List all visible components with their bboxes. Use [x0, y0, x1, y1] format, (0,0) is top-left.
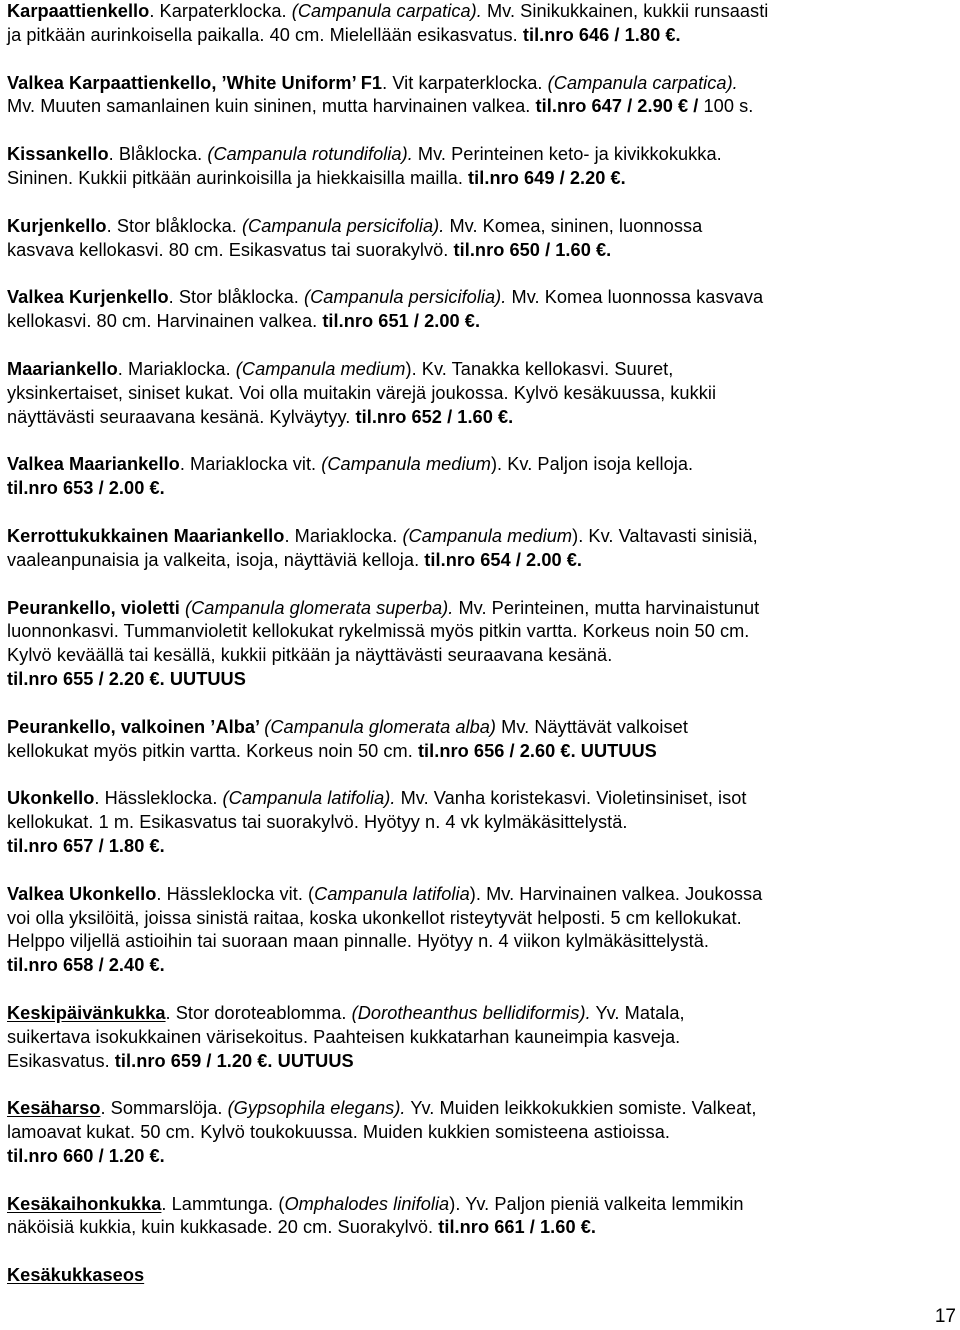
entry-line [7, 1097, 952, 1121]
entry-bold-text: til.nro 651 / 2.00 €. [322, 311, 481, 332]
entry-text: Yv. Matala, [590, 1002, 685, 1023]
entry-text: yksinkertaiset, siniset kukat. Voi olla muitakin värejä joukossa. Kylvö kesäkuussa, kukkii [7, 382, 717, 403]
entry-line [7, 477, 952, 501]
entry-latin-name: Omphalodes linifolia [284, 1193, 450, 1214]
entry-line [7, 382, 952, 406]
entry-text: . Stor blåklocka. [168, 287, 304, 308]
entry-text: Mv. Vanha koristekasvi. Violetinsiniset, isot [395, 788, 747, 809]
entry-latin-name: (Campanula medium [402, 525, 573, 546]
entry-text: suikertava isokukkainen värisekoitus. Paahteisen kukkatarhan kauneimpia kasveja. [7, 1026, 681, 1047]
entry-bold-text: Kesäkukkaseos [7, 1265, 145, 1286]
entry-line [7, 72, 952, 96]
entry-latin-name: (Gypsophila elegans). [227, 1098, 406, 1119]
entry-bold-text: Kissankello [7, 144, 109, 165]
entry-text: näyttävästi seuraavana kesänä. Kylväytyy. [7, 406, 356, 427]
entry-valkea-maariankello [7, 453, 952, 501]
entry-maariankello [7, 358, 952, 429]
entry-text: . Stor blåklocka. [106, 215, 242, 236]
entry-bold-text: til.nro 653 / 2.00 €. [7, 478, 165, 499]
entry-bold-text: til.nro 650 / 1.60 €. [453, 239, 612, 260]
entry-bold-text: Maariankello [7, 358, 118, 379]
entry-line [7, 1121, 952, 1145]
entry-latin-name: Campanula latifolia [314, 883, 470, 904]
entry-latin-name: (Campanula carpatica). [291, 1, 482, 21]
entry-line [7, 310, 952, 334]
entry-text: vaaleanpunaisia ja valkeita, isoja, näyttäviä kelloja. [7, 549, 425, 570]
entry-text: . Hässleklocka vit. ( [156, 883, 315, 904]
entry-line [7, 740, 952, 764]
entry-text: Helppo viljellä astioihin tai suoraan maan pinnalle. Hyötyy n. 4 viikon kylmäkäsittelystä. [7, 931, 710, 952]
entry-bold-text: Kesäharso [7, 1098, 101, 1119]
entry-text: kasvava kellokasvi. 80 cm. Esikasvatus tai suorakylvö. [7, 239, 454, 260]
entry-text: Esikasvatus. [7, 1050, 115, 1071]
entry-text: ). Mv. Harvinainen valkea. Joukossa [469, 883, 763, 904]
entry-bold-text: Kesäkaihonkukka [7, 1193, 162, 1214]
entry-line [7, 453, 952, 477]
entry-karpaattienkello [7, 0, 952, 48]
entry-text: . Karpaterklocka. [149, 1, 292, 21]
entry-text: ja pitkään aurinkoisella paikalla. 40 cm. Mielellään esikasvatus. [7, 24, 523, 45]
entry-line [7, 1026, 952, 1050]
entry-latin-name: (Campanula latifolia). [222, 788, 396, 809]
entry-line [7, 143, 952, 167]
entry-line [7, 811, 952, 835]
entry-keskipaivankukka [7, 1002, 952, 1073]
entry-text: Mv. Komea luonnossa kasvava [506, 287, 764, 308]
entry-bold-text: til.nro 655 / 2.20 €. UUTUUS [7, 668, 246, 689]
entry-line [7, 525, 952, 549]
entry-kurjenkello [7, 215, 952, 263]
entry-line [7, 286, 952, 310]
entry-text: ). Yv. Paljon pieniä valkeita lemmikin [449, 1193, 744, 1214]
entry-line [7, 1216, 952, 1240]
entry-text: . Lammtunga. ( [161, 1193, 285, 1214]
entry-bold-text: Peurankello, violetti [7, 597, 185, 618]
entry-text: Yv. Muiden leikkokukkien somiste. Valkeat, [405, 1098, 757, 1119]
entry-bold-text: Valkea Maariankello [7, 454, 180, 475]
entry-bold-text: Kurjenkello [7, 215, 107, 236]
entry-line [7, 1002, 952, 1026]
entry-kesakaihonkukka [7, 1193, 952, 1241]
entry-line [7, 597, 952, 621]
entry-line [7, 167, 952, 191]
entry-text: kellokukat myös pitkin vartta. Korkeus noin 50 cm. [7, 740, 418, 761]
entry-line [7, 549, 952, 573]
entry-kerrottukukkainen-maariankello [7, 525, 952, 573]
entry-latin-name: (Campanula medium [235, 358, 406, 379]
entry-bold-text: til.nro 661 / 1.60 €. [438, 1217, 596, 1238]
entry-line [7, 930, 952, 954]
entry-bold-text: Karpaattienkello [7, 1, 150, 21]
entry-kesakukkaseos [7, 1264, 952, 1288]
entry-text: Mv. Komea, sininen, luonnossa [444, 215, 703, 236]
entry-kesaharso [7, 1097, 952, 1168]
entry-text: 100 s. [703, 96, 754, 117]
entry-latin-name: (Dorotheanthus bellidiformis). [351, 1002, 591, 1023]
entry-text: näköisiä kukkia, kuin kukkasade. 20 cm. Suorakylvö. [7, 1217, 439, 1238]
entry-line [7, 835, 952, 859]
entry-latin-name: (Campanula glomerata superba). [184, 597, 454, 618]
entry-bold-text: Valkea Kurjenkello [7, 287, 169, 308]
entry-line [7, 1193, 952, 1217]
entry-bold-text: til.nro 660 / 1.20 €. [7, 1145, 165, 1166]
entry-text: . Vit karpaterklocka. [382, 72, 548, 93]
entry-line [7, 358, 952, 382]
entry-text: kellokukat. 1 m. Esikasvatus tai suorakylvö. Hyötyy n. 4 vk kylmäkäsittelystä. [7, 812, 628, 833]
page-number: 17 [934, 1306, 956, 1327]
entry-text: Kylvö keväällä tai kesällä, kukkii pitkään ja näyttävästi seuraavana kesänä. [7, 645, 613, 666]
entry-text: kellokasvi. 80 cm. Harvinainen valkea. [7, 311, 323, 332]
entry-bold-text: Keskipäivänkukka [7, 1002, 166, 1023]
entry-latin-name: (Campanula persicifolia). [303, 287, 507, 308]
entry-bold-text: til.nro 658 / 2.40 €. [7, 955, 165, 976]
entry-text: voi olla yksilöitä, joissa sinistä raitaa, koska ukonkellot risteytyvät helposti. 5 cm kellokukat. [7, 907, 742, 928]
entry-bold-text: til.nro 656 / 2.60 €. UUTUUS [417, 740, 657, 761]
entry-line [7, 1145, 952, 1169]
entry-bold-text: til.nro 649 / 2.20 €. [468, 167, 626, 188]
entry-text: . Hässleklocka. [94, 788, 223, 809]
entry-latin-name: (Campanula carpatica). [547, 72, 738, 93]
entry-line [7, 883, 952, 907]
entry-line [7, 239, 952, 263]
entry-text: . Mariaklocka. [117, 358, 236, 379]
entry-text: . Blåklocka. [108, 144, 208, 165]
seed-entries-list [7, 0, 952, 1288]
entry-text: Mv. Sinikukkainen, kukkii runsaasti [481, 1, 769, 21]
entry-text: ). Kv. Paljon isoja kelloja. [490, 454, 694, 475]
entry-bold-text: Valkea Karpaattienkello, ’White Uniform’ F1 [7, 72, 383, 93]
entry-text: . Sommarslöja. [100, 1098, 228, 1119]
entry-line [7, 907, 952, 931]
entry-line [7, 620, 952, 644]
entry-latin-name: (Campanula persicifolia). [241, 215, 445, 236]
entry-latin-name: (Campanula rotundifolia). [207, 144, 413, 165]
entry-latin-name: (Campanula medium [321, 454, 491, 475]
entry-line [7, 668, 952, 692]
entry-line [7, 644, 952, 668]
catalog-page [7, 0, 952, 1288]
entry-text: Mv. Perinteinen keto- ja kivikkokukka. [412, 144, 722, 165]
entry-bold-text: Ukonkello [7, 788, 95, 809]
entry-line [7, 24, 952, 48]
entry-line [7, 716, 952, 740]
entry-bold-text: Peurankello, valkoinen ’Alba’ [7, 716, 265, 737]
entry-line [7, 954, 952, 978]
entry-text: Mv. Perinteinen, mutta harvinaistunut [453, 597, 760, 618]
entry-bold-text: Valkea Ukonkello [7, 883, 157, 904]
entry-bold-text: Kerrottukukkainen Maariankello [7, 525, 285, 546]
entry-text: . Stor doroteablomma. [165, 1002, 352, 1023]
entry-text: Sininen. Kukkii pitkään aurinkoisilla ja hiekkaisilla mailla. [7, 167, 469, 188]
entry-latin-name: (Campanula glomerata alba) [264, 716, 497, 737]
entry-peurankello-violetti [7, 597, 952, 692]
entry-text: luonnonkasvi. Tummanvioletit kellokukat rykelmissä myös pitkin vartta. Korkeus noin 50 cm. [7, 621, 750, 642]
entry-line [7, 95, 952, 119]
entry-valkea-ukonkello [7, 883, 952, 978]
entry-line [7, 215, 952, 239]
entry-text: . Mariaklocka. [284, 525, 403, 546]
entry-line [7, 1264, 952, 1288]
entry-line [7, 1050, 952, 1074]
entry-text: Mv. Näyttävät valkoiset [496, 716, 688, 737]
entry-text: Mv. Muuten samanlainen kuin sininen, mutta harvinainen valkea. [7, 96, 536, 117]
entry-peurankello-valkoinen [7, 716, 952, 764]
entry-valkea-kurjenkello [7, 286, 952, 334]
entry-line [7, 406, 952, 430]
entry-bold-text: til.nro 652 / 1.60 €. [355, 406, 514, 427]
entry-text: lamoavat kukat. 50 cm. Kylvö toukokuussa. Muiden kukkien somisteena astioissa. [7, 1122, 671, 1143]
entry-text: ). Kv. Tanakka kellokasvi. Suuret, [405, 358, 674, 379]
entry-bold-text: til.nro 647 / 2.90 € / [535, 96, 704, 117]
entry-text: ). Kv. Valtavasti sinisiä, [572, 525, 758, 546]
entry-valkea-karpaattienkello [7, 72, 952, 120]
entry-bold-text: til.nro 646 / 1.80 €. [522, 24, 681, 45]
entry-line [7, 0, 952, 24]
entry-bold-text: til.nro 654 / 2.00 €. [424, 549, 583, 570]
entry-ukonkello [7, 787, 952, 858]
entry-bold-text: til.nro 659 / 1.20 €. UUTUUS [114, 1050, 354, 1071]
entry-text: . Mariaklocka vit. [179, 454, 322, 475]
entry-kissankello [7, 143, 952, 191]
entry-bold-text: til.nro 657 / 1.80 €. [7, 835, 165, 856]
entry-line [7, 787, 952, 811]
